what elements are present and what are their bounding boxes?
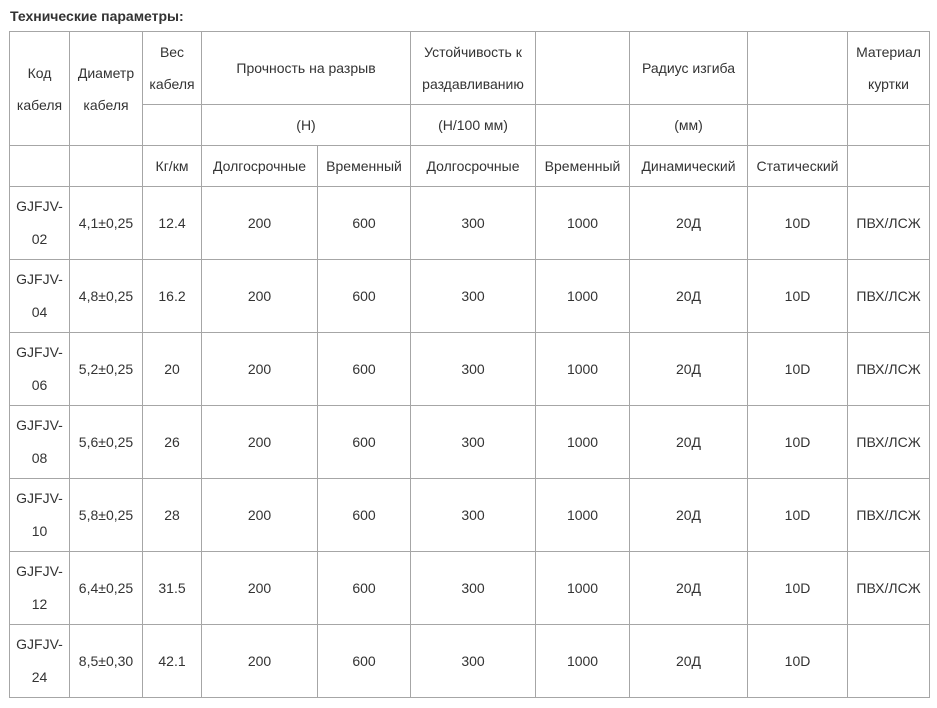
cell-bend-static: 10D [748,260,848,333]
cell-diameter: 5,2±0,25 [70,333,143,406]
cell-jacket: ПВХ/ЛСЖ [848,479,930,552]
cell-diameter: 5,8±0,25 [70,479,143,552]
cell-diameter: 4,1±0,25 [70,187,143,260]
cell-crush-long: 300 [411,625,536,698]
header-code: Код кабеля [10,32,70,146]
header-empty-8 [70,146,143,187]
cell-code: GJFJV-08 [10,406,70,479]
cell-bend-dynamic: 20Д [630,260,748,333]
cell-crush-short: 1000 [536,406,630,479]
cell-jacket: ПВХ/ЛСЖ [848,260,930,333]
unit-crush: (Н/100 мм) [411,105,536,146]
cell-weight: 12.4 [143,187,202,260]
table-row [10,406,930,479]
header-diameter: Диаметр кабеля [70,32,143,146]
header-empty-9 [848,146,930,187]
cell-bend-static: 10D [748,552,848,625]
cell-crush-long: 300 [411,406,536,479]
header-jacket: Материал куртки [848,32,930,105]
cell-weight: 28 [143,479,202,552]
cell-bend-dynamic: 20Д [630,552,748,625]
cell-jacket: ПВХ/ЛСЖ [848,333,930,406]
header-weight: Вес кабеля [143,32,202,105]
cell-crush-short: 1000 [536,479,630,552]
cell-crush-short: 1000 [536,552,630,625]
header-empty-6 [848,105,930,146]
cell-crush-short: 1000 [536,260,630,333]
cell-bend-static: 10D [748,187,848,260]
cell-jacket: ПВХ/ЛСЖ [848,406,930,479]
header-empty-2 [748,32,848,105]
cell-code: GJFJV-02 [10,187,70,260]
cell-tensile-long: 200 [202,260,318,333]
cell-tensile-long: 200 [202,406,318,479]
cell-tensile-short: 600 [318,552,411,625]
cell-weight: 31.5 [143,552,202,625]
cell-crush-long: 300 [411,552,536,625]
cell-weight: 26 [143,406,202,479]
table-row [10,552,930,625]
cell-bend-dynamic: 20Д [630,479,748,552]
table-row [10,333,930,406]
sub-bend-static: Статический [748,146,848,187]
sub-tensile-short: Временный [318,146,411,187]
cell-bend-static: 10D [748,406,848,479]
cell-diameter: 8,5±0,30 [70,625,143,698]
cell-jacket: ПВХ/ЛСЖ [848,187,930,260]
cell-bend-dynamic: 20Д [630,625,748,698]
cell-crush-long: 300 [411,333,536,406]
cell-weight: 42.1 [143,625,202,698]
cell-bend-static: 10D [748,333,848,406]
unit-weight: Кг/км [143,146,202,187]
cell-code: GJFJV-12 [10,552,70,625]
cell-code: GJFJV-10 [10,479,70,552]
header-bend: Радиус изгиба [630,32,748,105]
table-row [10,187,930,260]
cell-crush-long: 300 [411,187,536,260]
header-empty-3 [143,105,202,146]
cell-bend-dynamic: 20Д [630,333,748,406]
header-row-1 [10,32,930,105]
table-row [10,260,930,333]
cell-bend-static: 10D [748,479,848,552]
header-crush: Устойчивость к раздавливанию [411,32,536,105]
cell-jacket [848,625,930,698]
cell-jacket: ПВХ/ЛСЖ [848,552,930,625]
unit-tensile: (Н) [202,105,411,146]
sub-crush-long: Долгосрочные [411,146,536,187]
cell-diameter: 6,4±0,25 [70,552,143,625]
cell-crush-short: 1000 [536,625,630,698]
cell-tensile-long: 200 [202,625,318,698]
cell-tensile-short: 600 [318,625,411,698]
cell-crush-long: 300 [411,260,536,333]
cell-tensile-short: 600 [318,333,411,406]
sub-tensile-long: Долгосрочные [202,146,318,187]
cell-tensile-short: 600 [318,479,411,552]
cell-tensile-long: 200 [202,479,318,552]
header-empty-1 [536,32,630,105]
table-row [10,479,930,552]
table-row [10,625,930,698]
sub-bend-dynamic: Динамический [630,146,748,187]
cell-code: GJFJV-06 [10,333,70,406]
cell-bend-dynamic: 20Д [630,406,748,479]
cell-code: GJFJV-24 [10,625,70,698]
spec-table [9,31,930,698]
header-tensile: Прочность на разрыв [202,32,411,105]
cell-bend-static: 10D [748,625,848,698]
cell-weight: 20 [143,333,202,406]
cell-weight: 16.2 [143,260,202,333]
cell-code: GJFJV-04 [10,260,70,333]
header-empty-4 [536,105,630,146]
header-empty-5 [748,105,848,146]
section-title: Технические параметры: [10,8,184,24]
header-row-3 [10,146,930,187]
cell-tensile-long: 200 [202,552,318,625]
cell-crush-short: 1000 [536,187,630,260]
cell-bend-dynamic: 20Д [630,187,748,260]
cell-tensile-short: 600 [318,406,411,479]
cell-crush-long: 300 [411,479,536,552]
header-row-2 [10,105,930,146]
cell-crush-short: 1000 [536,333,630,406]
unit-bend: (мм) [630,105,748,146]
cell-tensile-short: 600 [318,187,411,260]
cell-diameter: 4,8±0,25 [70,260,143,333]
cell-tensile-short: 600 [318,260,411,333]
cell-tensile-long: 200 [202,187,318,260]
cell-tensile-long: 200 [202,333,318,406]
sub-crush-short: Временный [536,146,630,187]
header-empty-7 [10,146,70,187]
cell-diameter: 5,6±0,25 [70,406,143,479]
